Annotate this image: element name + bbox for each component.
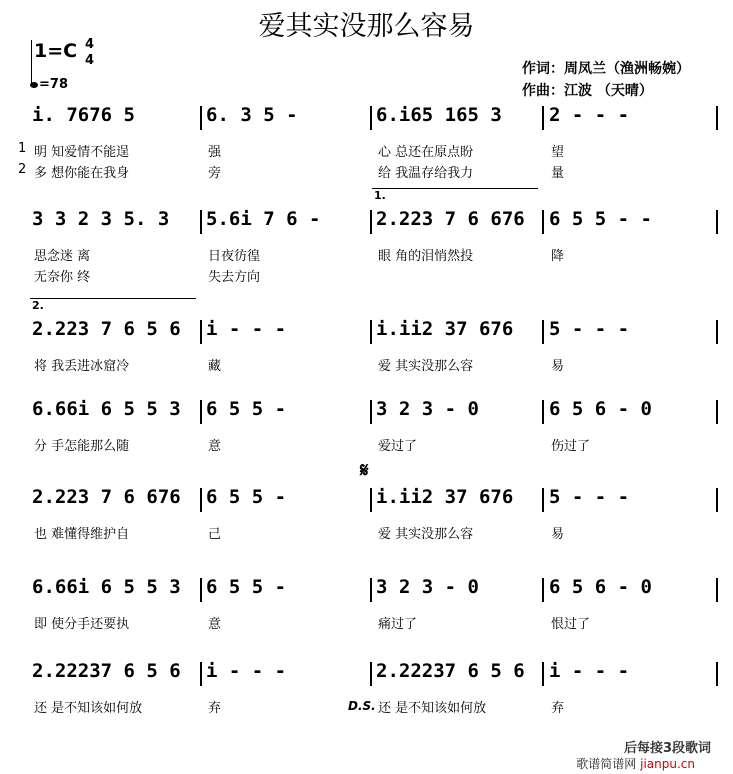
bar-line — [542, 400, 544, 424]
bar-line — [200, 400, 202, 424]
volta-label: 1. — [374, 189, 386, 202]
bar-line — [200, 106, 202, 130]
watermark-domain: jianpu.cn — [640, 757, 695, 771]
lyric-text: 明 知爱情不能逞 — [34, 145, 130, 160]
key-signature: 1=C — [34, 40, 78, 62]
measure-notes: 3 2 3 - 0 — [376, 398, 479, 420]
bar-line — [200, 578, 202, 602]
lyric-text: 也 难懂得维护自 — [34, 527, 130, 542]
lyric-text: 易 — [551, 527, 565, 542]
song-title: 爱其实没那么容易 — [258, 11, 475, 42]
lyric-text: 强 — [208, 145, 222, 160]
bar-line — [370, 320, 372, 344]
segno-icon: 𝄋 — [360, 458, 369, 482]
bar-line — [542, 106, 544, 130]
lyric-text: 量 — [551, 166, 565, 181]
bar-line — [370, 662, 372, 686]
bar-line — [370, 106, 372, 130]
tempo-marking: =78 — [30, 77, 68, 92]
measure-notes: 6 5 5 - - — [549, 208, 652, 230]
lyric-text: 无奈你 终 — [34, 270, 91, 285]
bar-line — [716, 662, 718, 686]
measure-notes: 6.i65 165 3 — [376, 104, 502, 126]
volta-bracket — [372, 188, 538, 189]
lyric-text: 心 总还在原点盼 — [378, 145, 474, 160]
lyric-text: 藏 — [208, 359, 222, 374]
measure-notes: 5 - - - — [549, 318, 630, 340]
lyric-text: 望 — [551, 145, 565, 160]
measure-notes: 3 3 2 3 5. 3 — [32, 208, 170, 230]
bar-line — [542, 210, 544, 234]
bar-line — [542, 662, 544, 686]
ds-marking: D.S. — [348, 699, 376, 713]
bar-line — [542, 320, 544, 344]
measure-notes: 2.22237 6 5 6 — [376, 660, 525, 682]
measure-notes: 5.6i 7 6 - — [206, 208, 321, 230]
composer-credit: 作曲：江波 （天晴） — [522, 83, 653, 99]
bar-line — [716, 578, 718, 602]
measure-notes: 2 - - - — [549, 104, 630, 126]
bar-line — [370, 488, 372, 512]
bar-line — [200, 488, 202, 512]
bar-line — [370, 578, 372, 602]
measure-notes: 6 5 5 - — [206, 576, 287, 598]
watermark-note: 后每接3段歌词 — [623, 741, 711, 756]
lyric-text: 己 — [208, 527, 222, 542]
measure-notes: i.ii2 37 676 — [376, 318, 514, 340]
lyric-text: 即 使分手还要执 — [34, 617, 130, 632]
lyric-text: 恨过了 — [551, 617, 591, 632]
lyric-text: 给 我温存给我力 — [378, 166, 474, 181]
lyric-text: 日夜彷徨 — [208, 249, 261, 264]
measure-notes: i - - - — [206, 660, 287, 682]
lyric-text: 多 想你能在我身 — [34, 166, 130, 181]
measure-notes: 6.66i 6 5 5 3 — [32, 398, 181, 420]
lyric-text: 将 我丢进冰窟冷 — [34, 359, 130, 374]
bar-line — [716, 320, 718, 344]
bar-line — [716, 210, 718, 234]
lyric-text: 伤过了 — [551, 439, 591, 454]
measure-notes: 6 5 6 - 0 — [549, 576, 652, 598]
bar-line — [716, 488, 718, 512]
time-sig-top: 4 — [85, 37, 95, 52]
lyricist-credit: 作词：周凤兰（渔洲畅婉） — [522, 61, 690, 77]
lyric-text: 易 — [551, 359, 565, 374]
lyric-text: 意 — [208, 439, 222, 454]
lyric-text: 旁 — [208, 166, 222, 181]
lyric-text: 眼 角的泪悄然投 — [378, 249, 474, 264]
bar-line — [370, 210, 372, 234]
lyric-text: 意 — [208, 617, 222, 632]
measure-notes: 6. 3 5 - — [206, 104, 298, 126]
lyric-text: 痛过了 — [378, 617, 418, 632]
measure-notes: i. 7676 5 — [32, 104, 135, 126]
measure-notes: 3 2 3 - 0 — [376, 576, 479, 598]
measure-notes: 2.223 7 6 676 — [376, 208, 525, 230]
lyric-text: 失去方向 — [208, 270, 261, 285]
bar-line — [370, 400, 372, 424]
lyric-text: 弃 — [208, 701, 222, 716]
lyric-text: 还 是不知该如何放 — [34, 701, 143, 716]
measure-notes: i - - - — [206, 318, 287, 340]
lyric-text: 还 是不知该如何放 — [378, 701, 487, 716]
measure-notes: 5 - - - — [549, 486, 630, 508]
lyric-text: 弃 — [551, 701, 565, 716]
measure-notes: i.ii2 37 676 — [376, 486, 514, 508]
volta-label: 2. — [32, 299, 44, 312]
lyric-text: 分 手怎能那么随 — [34, 439, 130, 454]
quarter-note-icon — [30, 82, 38, 88]
volta-bracket — [30, 298, 196, 299]
measure-notes: 2.223 7 6 676 — [32, 486, 181, 508]
lyric-text: 爱过了 — [378, 439, 418, 454]
bar-line — [200, 210, 202, 234]
verse-number: 1 — [18, 141, 27, 156]
bar-line — [716, 106, 718, 130]
bar-line — [200, 320, 202, 344]
measure-notes: 6 5 5 - — [206, 486, 287, 508]
measure-notes: 6 5 6 - 0 — [549, 398, 652, 420]
bar-line — [716, 400, 718, 424]
measure-notes: 6 5 5 - — [206, 398, 287, 420]
verse-number: 2 — [18, 162, 27, 177]
measure-notes: 2.223 7 6 5 6 — [32, 318, 181, 340]
lyric-text: 爱 其实没那么容 — [378, 527, 474, 542]
bar-line — [542, 488, 544, 512]
bar-line — [542, 578, 544, 602]
time-sig-bottom: 4 — [85, 53, 95, 68]
watermark-site — [576, 755, 695, 772]
lyric-text: 爱 其实没那么容 — [378, 359, 474, 374]
time-signature — [85, 37, 94, 69]
lyric-text: 思念迷 离 — [34, 249, 91, 264]
bar-line — [200, 662, 202, 686]
measure-notes: 2.22237 6 5 6 — [32, 660, 181, 682]
measure-notes: i - - - — [549, 660, 630, 682]
lyric-text: 降 — [551, 249, 565, 264]
measure-notes: 6.66i 6 5 5 3 — [32, 576, 181, 598]
watermark-prefix: 歌谱简谱网 — [576, 757, 637, 771]
